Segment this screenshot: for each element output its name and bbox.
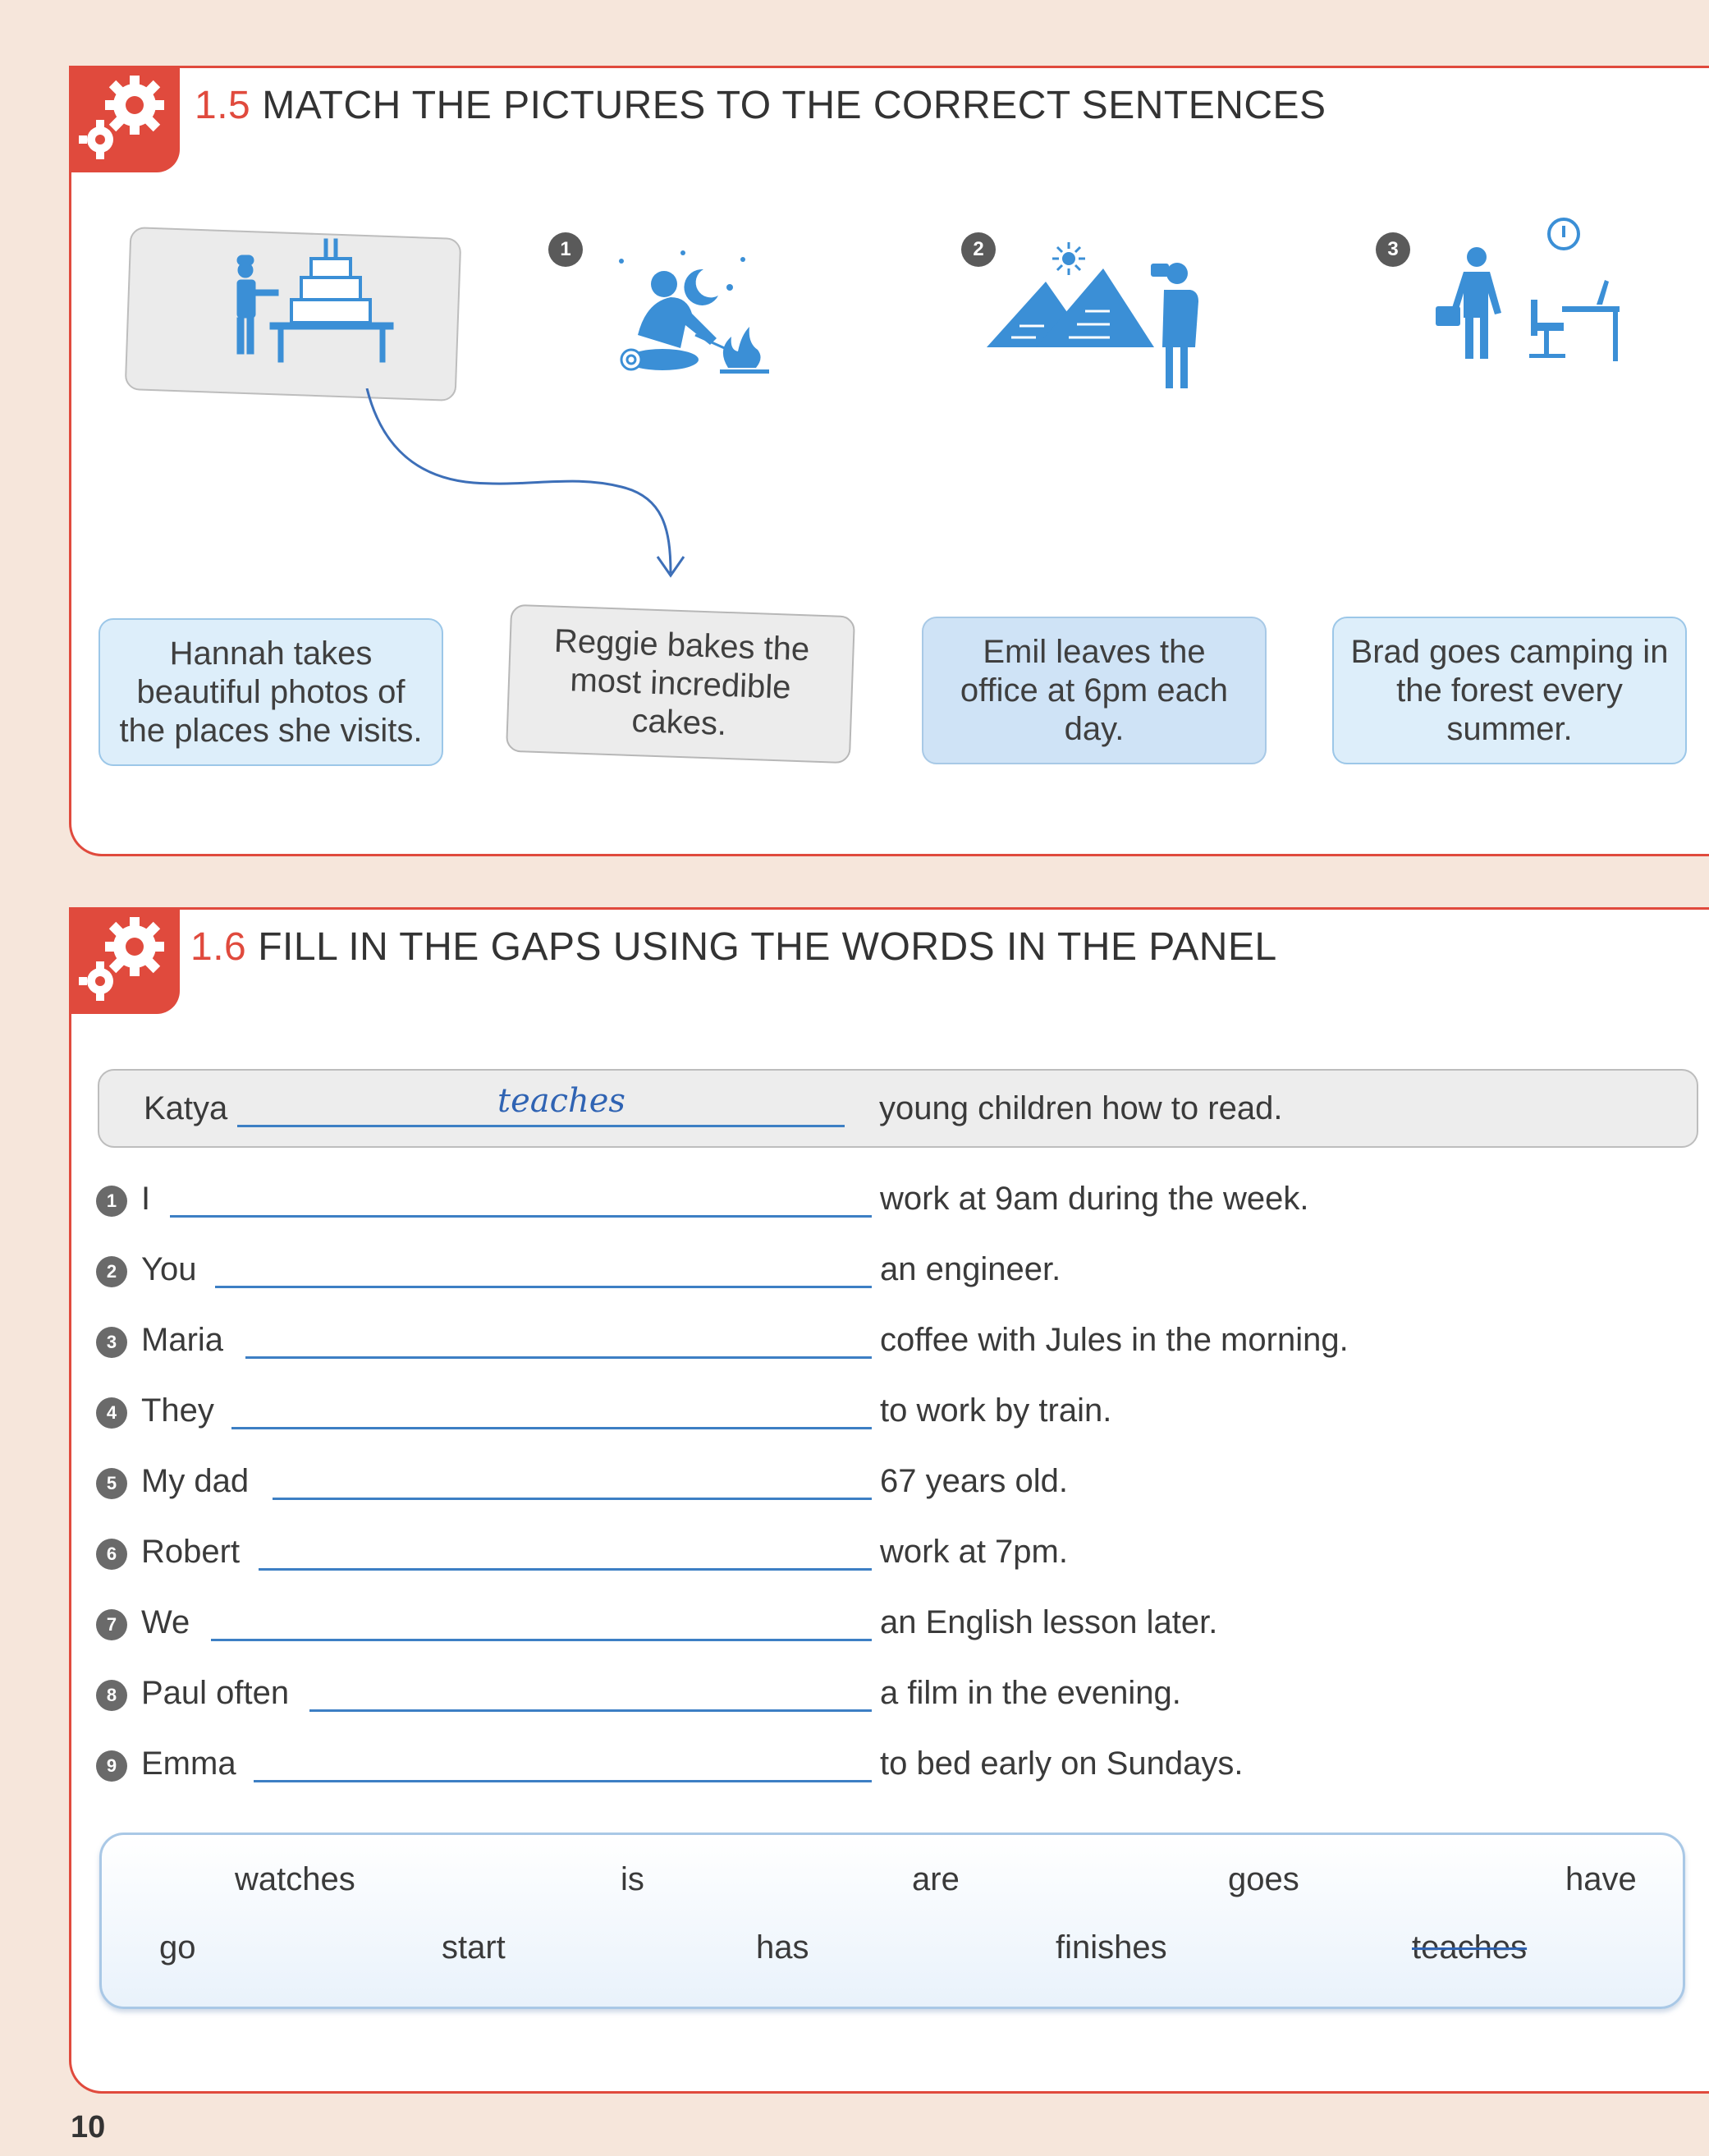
sentence-card-reggie[interactable] xyxy=(506,604,855,764)
gear-icon xyxy=(76,914,174,1008)
section-tab xyxy=(69,66,180,172)
row-rest: a film in the evening. xyxy=(880,1675,1181,1711)
gap-row-9 xyxy=(71,1739,1631,1796)
section-heading: FILL IN THE GAPS USING THE WORDS IN THE PANEL xyxy=(258,925,1277,969)
row-number: 4 xyxy=(96,1397,127,1429)
row-number: 9 xyxy=(96,1750,127,1782)
answer-blank[interactable] xyxy=(254,1780,872,1782)
answer-blank[interactable] xyxy=(170,1215,872,1218)
picture-badge-2: 2 xyxy=(961,232,996,267)
row-number: 8 xyxy=(96,1680,127,1711)
fill-gaps-section xyxy=(69,907,1709,2094)
answer-blank[interactable] xyxy=(273,1498,872,1500)
section-number: 1.6 xyxy=(190,925,247,969)
page-number: 10 xyxy=(71,2110,106,2145)
row-number: 5 xyxy=(96,1468,127,1499)
row-rest: coffee with Jules in the morning. xyxy=(880,1322,1349,1358)
word-watches: watches xyxy=(235,1861,355,1897)
sentence-text: Emil leaves the office at 6pm each day. xyxy=(960,633,1229,747)
answer-blank[interactable] xyxy=(211,1639,872,1641)
row-subject: Paul often xyxy=(141,1675,290,1711)
word-is: is xyxy=(621,1861,644,1897)
answer-blank[interactable] xyxy=(259,1568,872,1571)
sentence-card-emil[interactable] xyxy=(922,617,1267,764)
tourist-photographing-pyramids-icon xyxy=(987,241,1216,397)
sentence-text: Brad goes camping in the forest every summer. xyxy=(1350,633,1669,747)
match-pictures-section xyxy=(69,66,1709,856)
row-subject: My dad xyxy=(141,1463,250,1499)
word-go: go xyxy=(159,1929,196,1966)
word-start: start xyxy=(442,1929,506,1966)
gap-row-7 xyxy=(71,1598,1631,1655)
row-subject: Emma xyxy=(141,1745,236,1782)
row-subject: I xyxy=(141,1181,151,1217)
answer-blank[interactable] xyxy=(231,1427,872,1429)
section-tab xyxy=(69,907,180,1014)
row-rest: 67 years old. xyxy=(880,1463,1069,1499)
word-have: have xyxy=(1565,1861,1637,1897)
section-number: 1.5 xyxy=(195,84,251,127)
row-number: 6 xyxy=(96,1539,127,1570)
row-rest: an engineer. xyxy=(880,1251,1061,1287)
section-heading: MATCH THE PICTURES TO THE CORRECT SENTENCES xyxy=(262,84,1326,127)
row-number: 1 xyxy=(96,1186,127,1217)
sentence-card-brad[interactable] xyxy=(1332,617,1687,764)
row-rest: to work by train. xyxy=(880,1392,1112,1429)
section-title xyxy=(190,924,1277,970)
sentence-text: Hannah takes beautiful photos of the places she visits. xyxy=(119,635,423,749)
section-title xyxy=(195,83,1326,128)
camping-campfire-icon xyxy=(605,245,786,380)
example-sentence xyxy=(98,1069,1698,1148)
row-subject: We xyxy=(141,1604,190,1640)
sentence-text: Reggie bakes the most incredible cakes. xyxy=(553,622,810,742)
picture-badge-3: 3 xyxy=(1376,232,1410,267)
answer-blank[interactable] xyxy=(309,1709,872,1712)
example-answer-line xyxy=(237,1125,845,1127)
chef-baking-cake-icon xyxy=(219,232,449,397)
row-subject: Maria xyxy=(141,1322,224,1358)
gap-row-6 xyxy=(71,1527,1631,1585)
example-subject: Katya xyxy=(144,1090,228,1126)
row-rest: work at 9am during the week. xyxy=(880,1181,1309,1217)
picture-badge-1: 1 xyxy=(548,232,583,267)
gap-row-8 xyxy=(71,1668,1631,1726)
row-subject: They xyxy=(141,1392,214,1429)
word-panel xyxy=(99,1833,1685,2009)
example-answer: teaches xyxy=(497,1082,625,1120)
gap-row-4 xyxy=(71,1386,1631,1443)
example-rest: young children how to read. xyxy=(879,1090,1283,1126)
gap-row-2 xyxy=(71,1245,1631,1302)
gap-row-5 xyxy=(71,1456,1631,1514)
row-number: 3 xyxy=(96,1327,127,1358)
row-subject: You xyxy=(141,1251,197,1287)
row-rest: an English lesson later. xyxy=(880,1604,1218,1640)
answer-blank[interactable] xyxy=(245,1356,872,1359)
row-number: 2 xyxy=(96,1256,127,1287)
gear-icon xyxy=(76,72,174,167)
word-goes: goes xyxy=(1228,1861,1299,1897)
sentence-card-hannah[interactable] xyxy=(99,618,443,766)
answer-blank[interactable] xyxy=(215,1286,872,1288)
row-rest: to bed early on Sundays. xyxy=(880,1745,1244,1782)
word-has: has xyxy=(756,1929,809,1966)
word-are: are xyxy=(912,1861,960,1897)
word-finishes: finishes xyxy=(1056,1929,1167,1966)
row-rest: work at 7pm. xyxy=(880,1534,1068,1570)
row-subject: Robert xyxy=(141,1534,241,1570)
office-worker-leaving-desk-icon xyxy=(1418,218,1623,390)
gap-row-3 xyxy=(71,1315,1631,1373)
gap-row-1 xyxy=(71,1174,1631,1232)
row-number: 7 xyxy=(96,1609,127,1640)
word-teaches-crossed-out: teaches xyxy=(1412,1929,1528,1966)
